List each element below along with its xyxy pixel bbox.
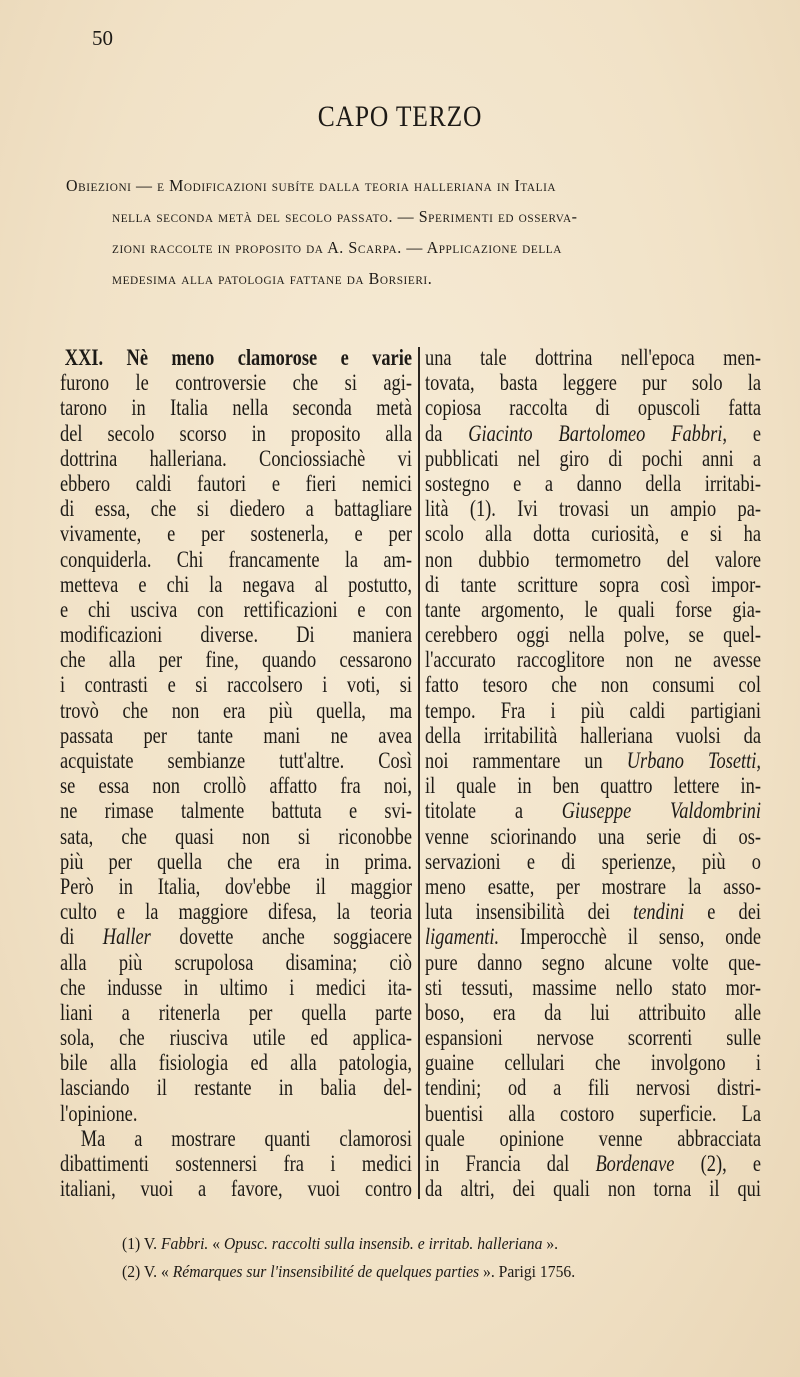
text-segment: cerebbero oggi nella polve, se quel- [425, 622, 761, 648]
text-segment: il quale in ben quattro lettere in- [425, 773, 761, 799]
text-segment: che indusse in ultimo i medici ita- [60, 974, 412, 1000]
text-line [60, 395, 412, 420]
text-segment: ne rimase talmente battuta e svi- [60, 798, 412, 824]
text-segment: Ma a mostrare quanti clamorosi [80, 1125, 412, 1151]
text-segment: i contrasti e si raccolsero i voti, si [60, 672, 412, 698]
text-segment: l'opinione. [60, 1100, 138, 1126]
footnote-1 [122, 1233, 558, 1255]
text-segment: quale opinione venne abbracciata [425, 1125, 761, 1151]
italic-text: Fabbri. [160, 1234, 209, 1253]
text-line [60, 471, 412, 496]
text-segment: titolate a [425, 798, 562, 824]
text-segment: da altri, dei quali non torna il qui [425, 1176, 761, 1202]
text-segment: conquiderla. Chi francamente la am- [60, 546, 412, 572]
chapter-summary-line: Obiezioni — e Modificazioni subíte dalla teoria halleriana in Italia [66, 176, 557, 195]
text-line [60, 446, 412, 471]
text-line [425, 1126, 761, 1151]
text-line [60, 647, 412, 672]
text-segment: (1) V. [122, 1234, 161, 1253]
text-line [425, 1101, 761, 1126]
text-line [60, 723, 412, 748]
text-segment: lità (1). Ivi trovasi un ampio pa- [425, 496, 761, 522]
italic-text: Opusc. raccolti sulla insensib. e irritab. halleriana [223, 1234, 543, 1253]
text-segment: non dubbio termometro del valore [425, 546, 761, 572]
text-line [425, 370, 761, 395]
text-segment: di essa, che si diedero a battagliare [60, 496, 412, 522]
text-line [425, 798, 761, 823]
text-segment: dovette anche soggiacere [150, 924, 412, 950]
text-line [425, 471, 761, 496]
text-segment: tempo. Fra i più caldi partigiani [425, 697, 761, 723]
text-segment: sola, che riusciva utile ed applica- [60, 1025, 412, 1051]
text-line [60, 899, 412, 924]
text-line [425, 1000, 761, 1025]
text-line [425, 849, 761, 874]
text-segment: Però in Italia, dov'ebbe il maggior [60, 873, 412, 899]
text-line [425, 1176, 761, 1201]
text-line [60, 370, 412, 395]
chapter-title: CAPO TERZO [317, 100, 483, 133]
text-line [60, 622, 412, 647]
text-line [60, 924, 412, 949]
text-line [60, 1025, 412, 1050]
text-segment: da [425, 420, 469, 446]
text-line [425, 496, 761, 521]
text-line [60, 597, 412, 622]
text-segment: una tale dottrina nell'epoca men- [425, 345, 761, 370]
text-line [425, 1075, 761, 1100]
text-segment: XXI. Nè meno clamorose e varie [64, 345, 412, 370]
text-segment: della irritabilità halleriana vuolsi da [425, 722, 761, 748]
text-segment: luta insensibilità dei [425, 899, 634, 925]
text-segment: ». Parigi 1756. [479, 1262, 576, 1281]
text-line [425, 950, 761, 975]
text-segment: fatto tesoro che non consumi col [425, 672, 761, 698]
italic-text: Giuseppe Valdombrini [561, 798, 761, 824]
text-segment: tovata, basta leggere pur solo la [425, 370, 761, 396]
text-segment: tarono in Italia nella seconda metà [60, 395, 412, 421]
italic-text: Rémarques sur l'insensibilité de quelques parties [172, 1262, 480, 1281]
text-line [425, 547, 761, 572]
column-divider [418, 347, 420, 1199]
text-line [425, 446, 761, 471]
text-segment: e dei [684, 899, 761, 925]
text-line [425, 597, 761, 622]
text-line [425, 345, 761, 370]
text-line [425, 824, 761, 849]
text-line [425, 421, 761, 446]
text-line [425, 698, 761, 723]
text-line [425, 1050, 761, 1075]
text-line [425, 748, 761, 773]
text-segment: del secolo scorso in proposito alla [60, 420, 412, 446]
text-segment: sata, che quasi non si riconobbe [60, 823, 412, 849]
left-text-column [60, 345, 412, 1201]
chapter-summary-line: zioni raccolte in proposito da A. Scarpa. — Applicazione della [112, 238, 562, 257]
text-line [60, 975, 412, 1000]
text-segment: copiosa raccolta di opuscoli fatta [425, 395, 761, 421]
text-line [60, 950, 412, 975]
text-segment: trovò che non era più quella, ma [60, 697, 412, 723]
text-segment: dottrina halleriana. Conciossiachè vi [60, 445, 412, 471]
text-segment: di tante scritture sopra così impor- [425, 571, 761, 597]
text-line [60, 698, 412, 723]
text-line [60, 672, 412, 697]
text-segment: se essa non crollò affatto fra noi, [60, 773, 412, 799]
chapter-summary-line: nella seconda metà del secolo passato. — Sperimenti ed osserva- [112, 207, 578, 226]
text-line [425, 899, 761, 924]
text-line [425, 672, 761, 697]
text-segment: sti tessuti, massime nello stato mor- [425, 974, 761, 1000]
text-segment: di [60, 924, 103, 950]
text-segment: buentisi alla costoro superficie. La [425, 1100, 761, 1126]
text-line [425, 622, 761, 647]
text-segment: noi rammentare un [425, 748, 627, 773]
text-segment: che alla per fine, quando cessarono [60, 647, 412, 673]
text-line [60, 496, 412, 521]
text-segment: dibattimenti sostennersi fra i medici [60, 1151, 412, 1176]
text-line [60, 1000, 412, 1025]
text-line [60, 1075, 412, 1100]
text-line [60, 824, 412, 849]
text-line [425, 924, 761, 949]
text-line [60, 1101, 412, 1126]
text-line [60, 521, 412, 546]
text-line [60, 547, 412, 572]
text-line [425, 874, 761, 899]
text-line [425, 723, 761, 748]
chapter-summary-line: medesima alla patologia fattane da Borsieri. [112, 269, 433, 288]
text-segment: tendini; od a fili nervosi distri- [425, 1075, 761, 1101]
text-line [425, 521, 761, 546]
italic-text: tendini [633, 899, 685, 925]
text-segment: guaine cellulari che involgono i [425, 1050, 761, 1076]
text-segment: e chi usciva con rettificazioni e con [60, 596, 412, 622]
text-segment: pubblicati nel giro di pochi anni a [425, 445, 761, 471]
text-line [425, 1025, 761, 1050]
text-segment: ebbero caldi fautori e fieri nemici [60, 470, 412, 496]
italic-text: Urbano Tosetti, [626, 748, 761, 773]
text-segment: (2) V. « [122, 1262, 173, 1281]
text-line [60, 773, 412, 798]
text-segment: espansioni nervose scorrenti sulle [425, 1025, 761, 1051]
text-line [60, 1151, 412, 1176]
text-segment: meno esatte, per mostrare la asso- [425, 873, 761, 899]
text-segment: (2), e [674, 1151, 761, 1176]
text-segment: pure danno segno alcune volte que- [425, 949, 761, 975]
text-line [60, 1176, 412, 1201]
text-segment: furono le controversie che si agi- [60, 370, 412, 396]
text-segment: scolo alla dotta curiosità, e si ha [425, 521, 761, 547]
italic-text: ligamenti. [425, 924, 500, 950]
text-segment: liani a ritenerla per quella parte [60, 999, 412, 1025]
text-segment: lasciando il restante in balia del- [60, 1075, 412, 1101]
text-segment: passata per tante mani ne avea [60, 722, 412, 748]
text-segment: vivamente, e per sostenerla, e per [60, 521, 412, 547]
text-segment: più per quella che era in prima. [60, 848, 412, 874]
text-segment: culto e la maggiore difesa, la teoria [60, 899, 412, 925]
text-line [425, 1151, 761, 1176]
text-segment: l'accurato raccoglitore non ne avesse [425, 647, 761, 673]
text-segment: boso, era da lui attribuito alle [425, 999, 761, 1025]
text-segment: modificazioni diverse. Di maniera [60, 622, 412, 648]
text-segment: venne sciorinando una serie di os- [425, 823, 761, 849]
text-segment: bile alla fisiologia ed alla patologia, [60, 1050, 412, 1076]
text-segment: acquistate sembianze tutt'altre. Così [60, 748, 412, 773]
text-segment: Imperocchè il senso, onde [499, 924, 761, 950]
text-line [60, 798, 412, 823]
text-line [60, 421, 412, 446]
text-line [60, 572, 412, 597]
text-line [60, 849, 412, 874]
text-segment: italiani, vuoi a favore, vuoi contro [60, 1176, 412, 1202]
text-segment: servazioni e di sperienze, più o [425, 848, 761, 874]
text-segment: alla più scrupolosa disamina; ciò [60, 949, 412, 975]
text-line [60, 1126, 412, 1151]
text-line [60, 748, 412, 773]
text-line [425, 395, 761, 420]
text-segment: e [726, 420, 761, 446]
page-number: 50 [92, 26, 113, 50]
text-line [60, 345, 412, 370]
text-line [60, 1050, 412, 1075]
text-line [425, 773, 761, 798]
italic-text: Giacinto Bartolomeo Fabbri, [468, 420, 727, 446]
footnote-2 [122, 1261, 575, 1283]
text-segment: metteva e chi la negava al postutto, [60, 571, 412, 597]
italic-text: Bordenave [595, 1151, 675, 1176]
text-segment: in Francia dal [425, 1151, 596, 1176]
text-line [425, 975, 761, 1000]
text-line [425, 572, 761, 597]
italic-text: Haller [102, 924, 151, 950]
text-segment: « [208, 1234, 224, 1253]
right-text-column [425, 345, 761, 1201]
text-segment: sostegno e a danno della irritabi- [425, 470, 761, 496]
text-segment: tante argomento, le quali forse gia- [425, 596, 761, 622]
text-line [60, 874, 412, 899]
text-line [425, 647, 761, 672]
text-segment: ». [542, 1234, 559, 1253]
